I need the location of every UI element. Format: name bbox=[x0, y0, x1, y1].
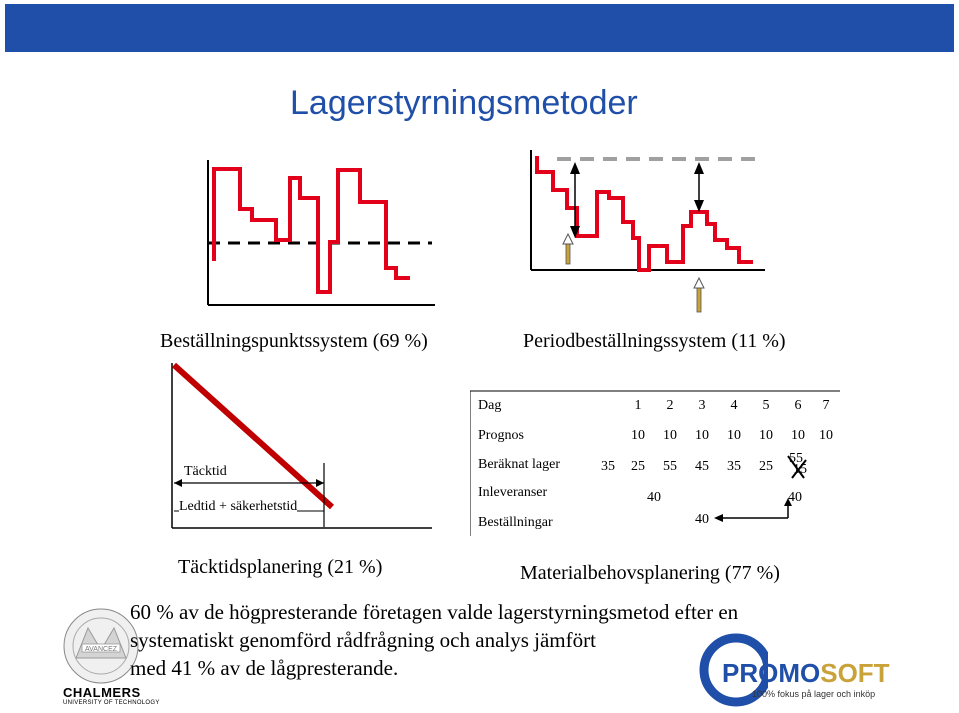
mrp-forecast-3: 10 bbox=[695, 428, 709, 443]
mrp-label-forecast: Prognos bbox=[478, 428, 524, 443]
period-arrow-2-head-top bbox=[694, 162, 704, 174]
coverage-time-diagram bbox=[160, 355, 440, 545]
periodic-order-diagram bbox=[525, 150, 770, 320]
period-order-head-2 bbox=[694, 278, 704, 288]
lead-safety-label: Ledtid + säkerhetstid bbox=[179, 499, 298, 514]
chalmers-seal-text: AVANCEZ bbox=[84, 646, 118, 653]
mrp-day-3: 3 bbox=[698, 398, 706, 413]
mrp-stock-3: 45 bbox=[695, 459, 709, 474]
footer-line-2: systematiskt genomförd rådfrågning och analys jämfört bbox=[130, 628, 596, 652]
chalmers-logo-name: CHALMERS bbox=[63, 685, 141, 700]
mrp-day-2: 2 bbox=[666, 398, 674, 413]
periodic-order-caption: Periodbeställningssystem (11 %) bbox=[523, 330, 786, 352]
mrp-label-projected-stock: Beräknat lager bbox=[478, 457, 561, 472]
reorder-point-caption: Beställningspunktssystem (69 %) bbox=[160, 330, 428, 352]
mrp-day-6: 6 bbox=[794, 398, 802, 413]
mrp-stock-6-original: 15 bbox=[793, 462, 807, 477]
mrp-stock-1: 25 bbox=[631, 459, 645, 474]
reorder-point-diagram bbox=[200, 160, 440, 320]
mrp-label-receipts: Inleveranser bbox=[478, 485, 548, 500]
mrp-receipt-day6: 40 bbox=[788, 490, 802, 505]
mrp-forecast-4: 10 bbox=[727, 428, 741, 443]
mrp-forecast-2: 10 bbox=[663, 428, 677, 443]
mrp-stock-4: 35 bbox=[727, 459, 741, 474]
footer-text bbox=[130, 598, 738, 682]
promosoft-name-part1: PROMO bbox=[722, 658, 821, 688]
reorder-stock-line bbox=[214, 169, 410, 292]
mrp-forecast-7: 10 bbox=[819, 428, 833, 443]
period-order-stem-2 bbox=[697, 286, 701, 312]
top-bar bbox=[5, 4, 954, 52]
chalmers-logo-subtitle: UNIVERSITY OF TECHNOLOGY bbox=[63, 700, 160, 706]
promosoft-tagline: 100% fokus på lager och inköp bbox=[752, 689, 876, 699]
promosoft-logo-name bbox=[722, 658, 890, 689]
mrp-forecast-6: 10 bbox=[791, 428, 805, 443]
mrp-forecast-1: 10 bbox=[631, 428, 645, 443]
mrp-order-arrowhead bbox=[714, 514, 723, 522]
mrp-initial-stock: 35 bbox=[601, 459, 615, 474]
mrp-stock-5: 25 bbox=[759, 459, 773, 474]
mrp-caption: Materialbehovsplanering (77 %) bbox=[520, 562, 780, 584]
mrp-table bbox=[470, 388, 840, 538]
mrp-day-4: 4 bbox=[730, 398, 738, 413]
coverage-arrow-left bbox=[174, 479, 182, 487]
mrp-receipt-day2: 40 bbox=[647, 490, 661, 505]
mrp-day-1: 1 bbox=[634, 398, 642, 413]
mrp-forecast-5: 10 bbox=[759, 428, 773, 443]
mrp-day-5: 5 bbox=[762, 398, 770, 413]
promosoft-name-part2: SOFT bbox=[820, 658, 890, 688]
period-order-head-1 bbox=[563, 234, 573, 244]
footer-line-1: 60 % av de högpresterande företagen valde lagerstyrningsmetod efter en bbox=[130, 600, 739, 624]
coverage-planning-caption: Täcktidsplanering (21 %) bbox=[178, 556, 383, 578]
slide-title: Lagerstyrningsmetoder bbox=[290, 84, 638, 122]
coverage-time-label: Täcktid bbox=[184, 464, 227, 479]
period-order-stem-1 bbox=[566, 242, 570, 264]
period-arrow-1-head-top bbox=[570, 162, 580, 174]
mrp-label-day: Dag bbox=[478, 398, 502, 413]
mrp-label-orders: Beställningar bbox=[478, 515, 553, 530]
mrp-stock-2: 55 bbox=[663, 459, 677, 474]
mrp-day-7: 7 bbox=[822, 398, 830, 413]
coverage-arrow-right bbox=[316, 479, 324, 487]
coverage-consumption-line bbox=[174, 365, 332, 507]
mrp-stock-6-corrected: 55 bbox=[789, 451, 803, 466]
footer-line-3: med 41 % av de lågpresterande. bbox=[130, 656, 399, 680]
mrp-order-day3: 40 bbox=[695, 512, 709, 527]
